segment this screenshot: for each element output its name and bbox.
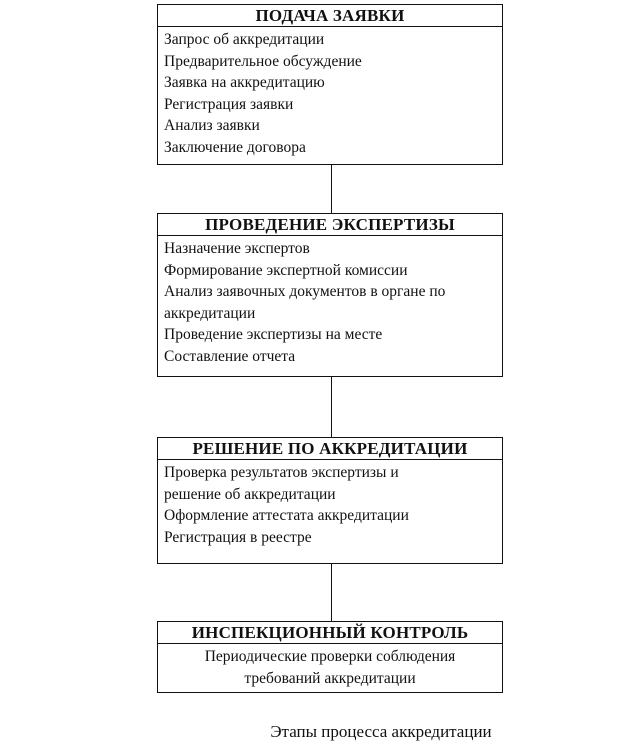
stage-item: Формирование экспертной комиссии [164,261,408,279]
stage-title: ИНСПЕКЦИОННЫЙ КОНТРОЛЬ [158,622,502,644]
stage-item: Проведение экспертизы на месте [164,326,383,343]
stage-item: Запрос об аккредитации [164,31,325,48]
stage-item: Проверка результатов экспертизы и решение об аккредитации [164,464,399,503]
stage-item: Составление отчета [164,347,296,365]
stage-box-application [157,4,503,165]
stage-item: Заключение договора [164,138,306,156]
stage-box-inspection [157,621,503,693]
stage-item: Периодические проверки соблюдения требований аккредитации [204,648,456,687]
diagram-caption: Этапы процесса аккредитации [270,722,492,741]
stage-item: Регистрация в реестре [164,528,312,546]
stage-item: Регистрация заявки [164,95,294,113]
stage-title: ПОДАЧА ЗАЯВКИ [158,5,502,27]
stage-item: Оформление аттестата аккредитации [164,507,409,524]
connector-line [331,165,332,213]
stage-box-decision [157,437,503,564]
stage-item: Предварительное обсуждение [164,52,362,70]
stage-item: Заявка на аккредитацию [164,74,325,91]
connector-line [331,377,332,437]
connector-line [331,564,332,621]
stage-title: РЕШЕНИЕ ПО АККРЕДИТАЦИИ [158,438,502,460]
stage-title: ПРОВЕДЕНИЕ ЭКСПЕРТИЗЫ [158,214,502,236]
stage-item: Назначение экспертов [164,240,310,257]
stage-item: Анализ заявочных документов в органе по аккредитации [164,283,446,322]
stage-box-expertise [157,213,503,377]
stage-item: Анализ заявки [164,117,260,134]
